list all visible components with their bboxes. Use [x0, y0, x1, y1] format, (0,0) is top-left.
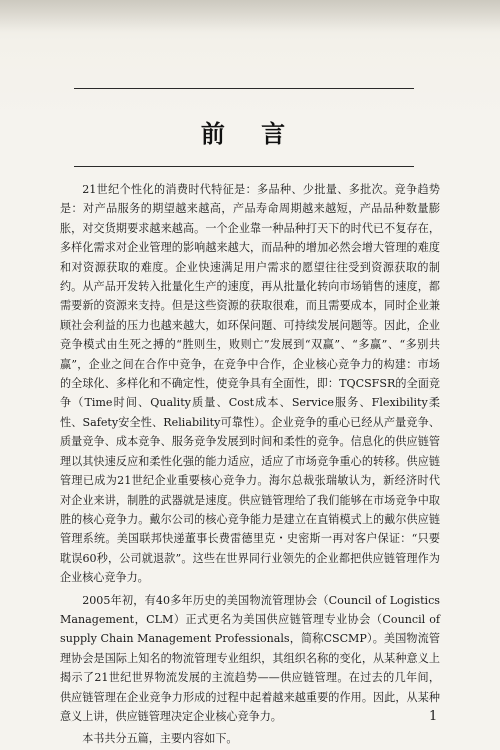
page-top-shadow: [0, 0, 500, 32]
paragraph: 本书共分五篇，主要内容如下。: [82, 732, 238, 746]
paragraph: 2005年初，有40多年历史的美国物流管理协会（Council of Logistics Management，CLM）正式更名为美国供应链管理专业协会（Council of supply Chain Management Professionals，简称CSCMP）。美国物流管理协会是国际上知名的物流管理专业组织，其组织名称的变化，从某种意义上揭示了21世纪世界物流发展的主流趋势——供应链管理。在过去的几年间，供应链管理在企业竞争力形成的过程中起着越来越重要的作用。因此，从某种意义上讲，供应链管理决定企业核心竞争力。: [60, 593, 440, 723]
title-rule-bottom: [74, 166, 414, 167]
preface-body: [60, 180, 440, 749]
page-number: 1: [429, 709, 438, 724]
page-title: 前 言: [200, 120, 300, 148]
paragraph: 21世纪个性化的消费时代特征是：多品种、少批量、多批次。竞争趋势是：对产品服务的期望越来越高，产品寿命周期越来越短，产品品种数量膨胀，对交货期要求越来越高。一个企业靠一种品种打天下的时代已不复存在，多样化需求对企业管理的影响越来越大，而品种的增加必然会增大管理的难度和对资源获取的难度。企业快速满足用户需求的愿望往往受到资源获取的制约。从产品开发转入批量化生产的速度，再从批量化转向市场销售的速度，都需要新的资源来支持。但是这些资源的获取很难，而且需要成本，同时企业兼顾社会利益的压力也越来越大，如环保问题、可持续发展问题等。因此，企业竞争模式由生死之搏的“胜则生，败则亡”发展到“双赢”、“多赢”、“多别共赢”，企业之间在合作中竞争，在竞争中合作，企业核心竞争力的构建：市场的全球化、多样化和不确定性，使竞争具有全面性，即：TQCSFSR的全面竞争（Time时间、Quality质量、Cost成本、Service服务、Flexibility柔性、Safety安全性、Reliability可靠性）。企业竞争的重心已经从产量竞争、质量竞争、成本竞争、服务竞争发展到时间和柔性的竞争。信息化的供应链管理以其快速反应和柔性化强的能力适应，适应了市场竞争重心的转移。供应链管理已成为21世纪企业重要核心竞争力。海尔总裁张瑞敏认为，新经济时代对企业来讲，制胜的武器就是速度。供应链管理给了我们能够在市场竞争中取胜的核心竞争力。戴尔公司的核心竞争能力是建立在直销模式上的戴尔供应链管理系统。美国联邦快递董事长费雷德里克・史密斯一再对客户保证：“只要耽误60秒，公司就退款”。这些在世界同行业领先的企业都把供应链管理作为企业核心竞争力。: [60, 183, 440, 585]
title-rule-top: [74, 88, 414, 89]
